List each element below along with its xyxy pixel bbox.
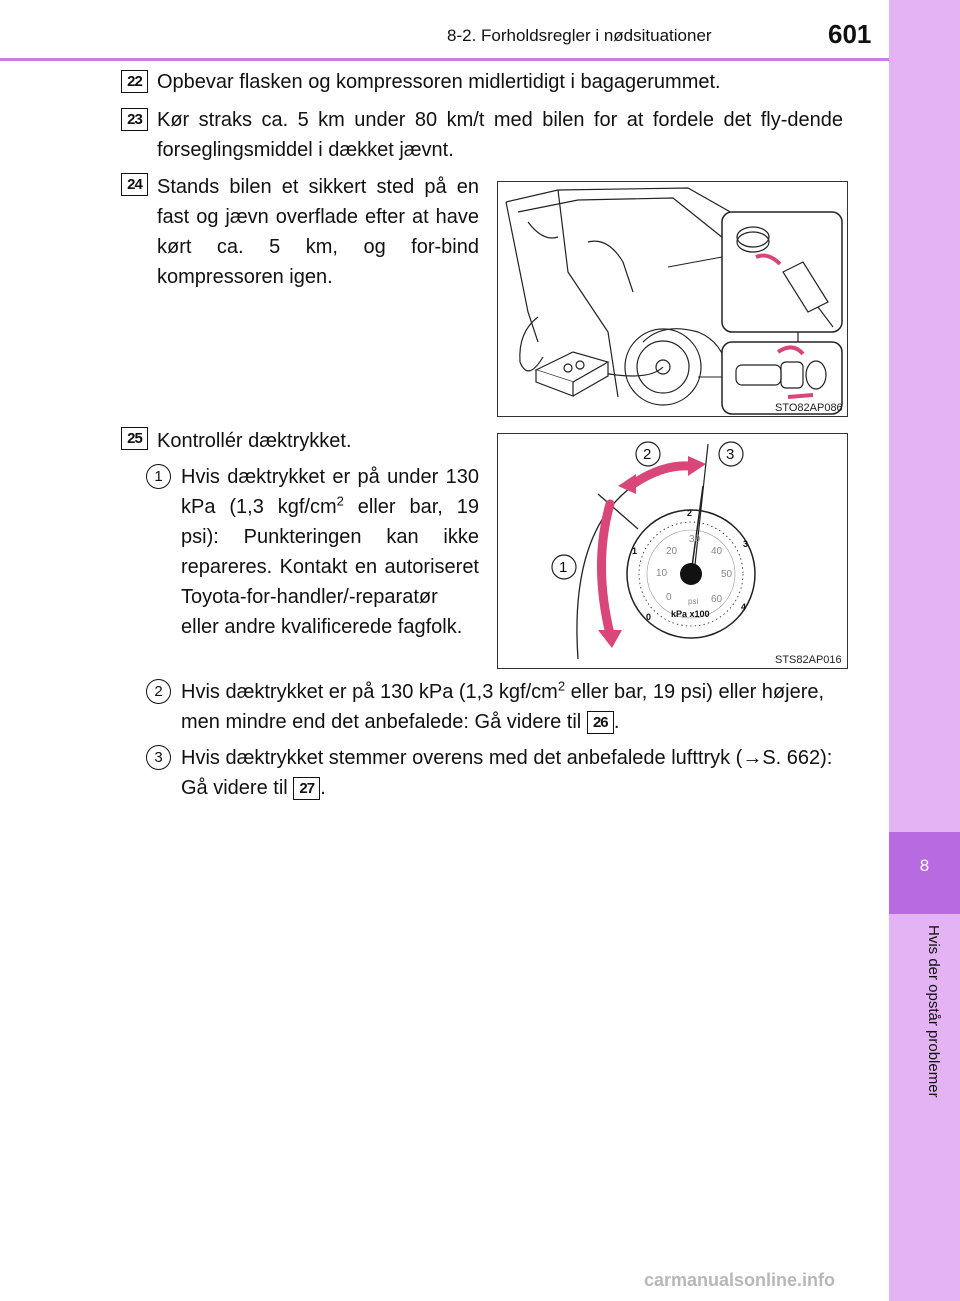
figure-code: STS82AP016 [775,654,842,666]
chapter-title: Hvis der opstår problemer [925,925,942,1098]
outer-tick-3: 3 [743,539,749,549]
substep-3-text-b[interactable]: S. 662): Gå videre til [181,747,833,799]
substep-text-3 [181,743,841,803]
figure-code: STO82AP086 [775,402,843,414]
step-badge-22: 22 [121,70,148,93]
arrow-right-icon: → [742,747,763,769]
page-number: 601 [828,19,872,49]
substep-marker-1: 1 [146,464,171,489]
car-compressor-illustration [498,182,847,416]
section-title: 8-2. Forholdsregler i nødsituationer [447,26,712,45]
step-badge-25: 25 [121,427,148,450]
substep-1-text-b: eller bar, 19 psi): Punkteringen kan ikke repareres. Kontakt en autoriseret Toyota-for-handler/-reparatør eller andre kvalificerede fagfolk. [181,496,479,638]
substep-3-end: . [320,777,326,799]
inner-tick-0: 0 [666,592,672,603]
pressure-gauge-illustration [498,434,847,668]
superscript: 2 [557,678,566,694]
step-text-22: Opbevar flasken og kompressoren midlertidigt i bagagerummet. [157,71,721,93]
inner-tick-20: 20 [666,546,678,557]
substep-marker-2: 2 [146,679,171,704]
substep-2-text-a: Hvis dæktrykket er på 130 kPa (1,3 kgf/cm [181,681,558,703]
substep-marker-3: 3 [146,745,171,770]
inner-tick-10: 10 [656,568,668,579]
step-badge-24: 24 [121,173,148,196]
chapter-number: 8 [919,856,930,875]
outer-tick-0: 0 [646,612,652,622]
watermark: carmanualsonline.info [644,1270,836,1290]
outer-tick-4: 4 [741,602,747,612]
step-reference-26[interactable]: 26 [587,711,614,734]
inner-tick-30: 30 [689,534,701,545]
inner-tick-60: 60 [711,594,723,605]
step-text-23: Kør straks ca. 5 km under 80 km/t med bilen for at fordele det fly-dende forseglingsmiddel i dækket jævnt. [157,109,843,161]
substep-2-text-b: eller bar, 19 psi) eller højere, men mindre end det anbefalede: Gå videre til [181,681,825,733]
substep-text-2 [181,677,851,737]
outer-tick-2: 2 [687,508,693,518]
outer-tick-1: 1 [632,546,638,556]
callout-2: 2 [643,446,652,463]
figure-compressor-connection [497,181,848,417]
substep-2-end: . [613,711,620,733]
step-text-24: Stands bilen et sikkert sted på en fast og jævn overflade efter at have kørt ca. 5 km, og for-bind kompressoren igen. [157,176,479,288]
step-reference-27[interactable]: 27 [293,777,320,800]
header-rule [0,58,889,61]
figure-pressure-gauge [497,433,848,669]
substep-3-text-a: Hvis dæktrykket stemmer overens med det anbefalede lufttryk ( [181,747,743,769]
superscript: 2 [336,493,344,509]
substep-1-text-a: Hvis dæktrykket er på under 130 kPa (1,3 kgf/cm [181,466,479,518]
substep-text-1 [181,462,479,642]
callout-3: 3 [726,446,735,463]
step-badge-23: 23 [121,108,148,131]
unit-outer: kPa x100 [671,609,710,619]
inner-tick-50: 50 [721,569,733,580]
inner-tick-40: 40 [711,546,723,557]
chapter-number-tab[interactable] [889,832,960,914]
step-text-25: Kontrollér dæktrykket. [157,430,352,452]
unit-inner: psi [688,597,699,606]
callout-1: 1 [559,559,568,576]
